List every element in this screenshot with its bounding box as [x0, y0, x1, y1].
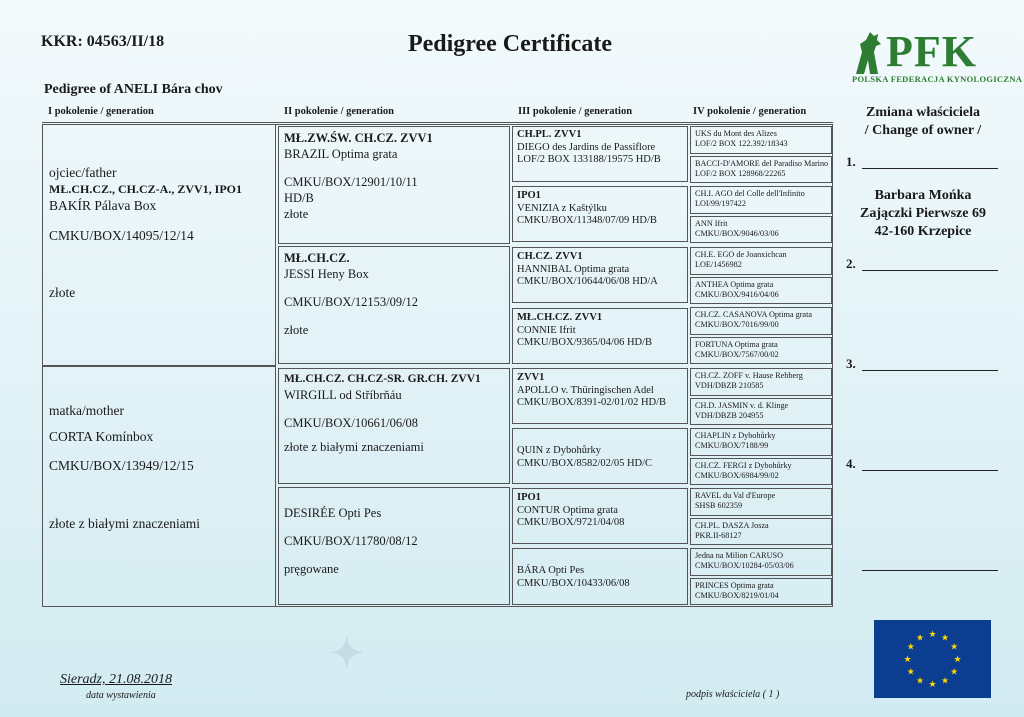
gen4-cell-4 — [692, 217, 832, 243]
gen2-name: BRAZIL Optima grata — [284, 147, 398, 161]
gen4-reg: SHSB 602359 — [695, 501, 743, 511]
owner-line-3 — [862, 370, 998, 371]
owner-label-1: 1. — [846, 154, 856, 169]
gen2-reg: CMKU/BOX/12153/09/12 — [284, 295, 419, 309]
eu-flag-icon — [874, 620, 991, 698]
gen3-cell-4 — [512, 310, 688, 364]
logo-subtitle: POLSKA FEDERACJA KYNOLOGICZNA — [852, 74, 1023, 84]
gen4-reg: CMKU/BOX/6984/99/02 — [695, 471, 779, 481]
gen4-cell-12 — [692, 459, 832, 485]
gen4-cell-8 — [692, 338, 832, 364]
gen2-name: WIRGILL od Stříbrňáu — [284, 387, 402, 402]
eu-star: ★ — [903, 654, 912, 664]
generation-header-4: IV pokolenie / generation — [693, 106, 807, 117]
gen3-title: MŁ.CH.CZ. ZVV1 — [517, 312, 603, 323]
gen4-reg: VDH/DBZB 204955 — [695, 411, 764, 421]
owner-heading-en: / Change of owner / — [864, 123, 982, 139]
gen3-name: HANNIBAL Optima grata — [517, 263, 630, 275]
gen4-name: CH.CZ. FERGI z Dybohůrky — [695, 461, 792, 470]
pedigree-of: Pedigree of ANELI Bára chov — [44, 82, 223, 97]
gen3-title: ZVV1 — [517, 372, 545, 383]
gen4-name: CHAPLIN z Dybohůrky — [695, 431, 776, 440]
pfk-logo — [848, 27, 1023, 88]
gen3-name: CONNIE Ifrit — [517, 324, 576, 336]
gen4-cell-6 — [692, 278, 832, 304]
header-divider — [42, 122, 833, 123]
gen4-cell-9 — [692, 369, 832, 396]
father-color: złote — [49, 285, 76, 301]
gen2-cell-2 — [284, 250, 508, 362]
gen2-color: złote z białymi znaczeniami — [284, 439, 424, 454]
gen4-name: CH.CZ. CASANOVA Optima grata — [695, 310, 812, 319]
gen4-name: BACCI-D'AMORE del Paradiso Marino — [695, 159, 829, 168]
generation-header-1: I pokolenie / generation — [48, 106, 154, 117]
gen4-reg: LOI/99/197422 — [695, 199, 746, 209]
owner-street: Zajączki Pierwsze 69 — [860, 206, 986, 222]
gen2-extra: HD/B — [284, 191, 314, 205]
gen3-reg: CMKU/BOX/10433/06/08 — [517, 577, 630, 589]
gen4-reg: CMKU/BOX/7188/99 — [695, 441, 769, 451]
gen3-title: CH.CZ. ZVV1 — [517, 251, 583, 262]
page-title: Pedigree Certificate — [407, 31, 613, 57]
gen3-cell-5 — [512, 370, 688, 424]
father-cell — [43, 160, 275, 360]
gen4-reg: CMKU/BOX/7016/99/00 — [695, 320, 779, 330]
gen3-name: QUIN z Dybohůrky — [517, 445, 601, 456]
place-date: Sieradz, 21.08.2018 — [60, 672, 172, 687]
gen3-name: DIEGO des Jardins de Passiflore — [517, 141, 656, 153]
gen4-reg: LOF/2 BOX 128968/22265 — [695, 169, 786, 179]
eu-star: ★ — [940, 675, 950, 686]
place-date-label: data wystawienia — [86, 690, 156, 701]
gen4-name: Jedna na Milion CARUSO — [695, 551, 784, 560]
gen4-name: CH.I. AGO del Colle dell'Infinito — [695, 189, 805, 198]
generation-header-2: II pokolenie / generation — [284, 106, 394, 117]
gen2-title: MŁ.ZW.ŚW. CH.CZ. ZVV1 — [284, 131, 433, 145]
gen4-name: UKS du Mont des Alizes — [695, 129, 777, 138]
eu-star: ★ — [928, 679, 937, 689]
owner-label-4: 4. — [846, 456, 856, 471]
logo-text: PFK — [886, 27, 977, 76]
gen4-name: ANN Ifrit — [695, 219, 728, 228]
gen4-reg: CMKU/BOX/9416/04/06 — [695, 290, 779, 300]
gen4-cell-11 — [692, 429, 832, 456]
eu-star: ★ — [906, 641, 915, 652]
gen2-reg: CMKU/BOX/12901/10/11 — [284, 175, 418, 189]
father-title: MŁ.CH.CZ., CH.CZ-A., ZVV1, IPO1 — [49, 181, 243, 196]
gen4-cell-10 — [692, 399, 832, 425]
gen4-cell-15 — [692, 549, 832, 576]
gen4-reg: LOE/1456982 — [695, 260, 742, 270]
mother-cell — [43, 398, 275, 603]
gen3-reg: LOF/2 BOX 133188/19575 HD/B — [517, 154, 661, 166]
gen3-reg: CMKU/BOX/9365/04/06 HD/B — [517, 337, 653, 349]
father-name: BAKÍR Pálava Box — [49, 198, 157, 214]
owner-line-5 — [862, 570, 998, 571]
generation-header-3: III pokolenie / generation — [518, 106, 633, 117]
gen3-name: APOLLO v. Thüringischen Adel — [517, 384, 654, 396]
gen2-cell-3 — [284, 372, 508, 482]
gen4-reg: CMKU/BOX/10284-05/03/06 — [695, 561, 794, 571]
gen3-cell-2 — [512, 188, 688, 242]
gen4-cell-2 — [692, 157, 832, 183]
gen3-reg: CMKU/BOX/8391-02/01/02 HD/B — [517, 397, 667, 409]
gen2-cell-1 — [284, 130, 508, 242]
gen3-reg: CMKU/BOX/11348/07/09 HD/B — [517, 215, 657, 227]
father-label: ojciec/father — [49, 165, 117, 180]
father-reg: CMKU/BOX/14095/12/14 — [49, 227, 194, 243]
gen2-color: złote — [284, 207, 309, 221]
eu-star: ★ — [906, 666, 915, 677]
new-owner — [843, 187, 1003, 242]
gen4-name: RAVEL du Val d'Europe — [695, 491, 776, 500]
eu-star: ★ — [950, 641, 959, 652]
gen4-name: ANTHEA Optima grata — [695, 280, 774, 289]
mother-color: złote z białymi znaczeniami — [49, 515, 201, 531]
gen3-cell-6 — [512, 443, 688, 483]
gen3-cell-1 — [512, 127, 688, 181]
gen3-name: CONTUR Optima grata — [517, 504, 618, 516]
gen2-color: pręgowane — [284, 562, 339, 576]
mother-label: matka/mother — [49, 403, 124, 418]
gen3-reg: CMKU/BOX/8582/02/05 HD/C — [517, 457, 653, 469]
owner-label-2: 2. — [846, 256, 856, 271]
gen2-reg: CMKU/BOX/10661/06/08 — [284, 415, 419, 430]
owner-label-3: 3. — [846, 356, 856, 371]
mother-name: CORTA Komínbox — [49, 428, 154, 444]
gen4-reg: CMKU/BOX/7567/00/02 — [695, 350, 779, 360]
gen4-reg: VDH/DBZB 210585 — [695, 381, 764, 391]
gen3-title: CH.PL. ZVV1 — [517, 129, 582, 140]
gen3-reg: CMKU/BOX/10644/06/08 HD/A — [517, 276, 658, 288]
gen2-color: złote — [284, 323, 309, 337]
gen4-name: CH.CZ. ZOFF v. Hause Rehberg — [695, 371, 803, 380]
gen3-title: IPO1 — [517, 492, 541, 503]
gen2-title: MŁ.CH.CZ. — [284, 251, 350, 265]
owner-line-4 — [862, 470, 998, 471]
eu-stars — [874, 620, 991, 698]
owner-line-2 — [862, 270, 998, 271]
gen3-name: BÁRA Opti Pes — [517, 565, 585, 576]
dog-silhouette-icon — [848, 30, 888, 76]
gen4-name: CH.PL. DASZA Josza — [695, 521, 769, 530]
gen3-cell-7 — [512, 490, 688, 544]
gen3-cell-8 — [512, 563, 688, 603]
gen4-reg: PKR.II-68127 — [695, 531, 742, 541]
gen4-name: CH.E. EGO de Joanxichcan — [695, 250, 787, 259]
gen2-name: DESIRÉE Opti Pes — [284, 506, 382, 520]
gen3-title: IPO1 — [517, 190, 541, 201]
gen3-reg: CMKU/BOX/9721/04/08 — [517, 517, 625, 529]
gen3-cell-3 — [512, 249, 688, 303]
gen2-title: MŁ.CH.CZ. CH.CZ-SR. GR.CH. ZVV1 — [284, 373, 481, 385]
gen2-cell-4 — [284, 505, 508, 601]
eu-star: ★ — [940, 632, 950, 643]
eu-star: ★ — [950, 666, 959, 677]
eu-star: ★ — [915, 632, 925, 643]
gen4-name: PRINCES Optima grata — [695, 581, 774, 590]
mother-reg: CMKU/BOX/13949/12/15 — [49, 458, 194, 474]
owner-heading — [843, 104, 1003, 140]
eu-star: ★ — [953, 654, 962, 664]
gen4-cell-1 — [692, 127, 832, 154]
gen4-cell-3 — [692, 187, 832, 214]
owner-name: Barbara Mońka — [874, 188, 972, 203]
pfk-watermark: ✦ — [330, 631, 370, 676]
gen2-reg: CMKU/BOX/11780/08/12 — [284, 534, 418, 548]
registration-number: KKR: 04563/II/18 — [41, 33, 165, 50]
owner-line-1 — [862, 168, 998, 169]
eu-star: ★ — [928, 629, 937, 639]
gen4-cell-7 — [692, 308, 832, 335]
gen4-cell-13 — [692, 489, 832, 516]
gen4-cell-16 — [692, 579, 832, 605]
signature-label: podpis właściciela ( 1 ) — [686, 689, 780, 700]
gen4-reg: CMKU/BOX/9046/03/06 — [695, 229, 779, 239]
gen4-cell-5 — [692, 248, 832, 275]
gen4-cell-14 — [692, 519, 832, 545]
owner-heading-pl: Zmiana właściciela — [866, 105, 980, 120]
gen4-name: FORTUNA Optima grata — [695, 340, 778, 349]
gen4-reg: LOF/2 BOX 122.392/18343 — [695, 139, 788, 149]
gen3-name: VENIZIA z Kaštýlku — [517, 202, 607, 214]
gen4-reg: CMKU/BOX/8219/01/04 — [695, 591, 779, 601]
gen2-name: JESSI Heny Box — [284, 267, 369, 281]
gen4-name: CH.D. JASMIN v. d. Klinge — [695, 401, 789, 410]
owner-city: 42-160 Krzepice — [874, 224, 972, 240]
eu-star: ★ — [915, 675, 925, 686]
